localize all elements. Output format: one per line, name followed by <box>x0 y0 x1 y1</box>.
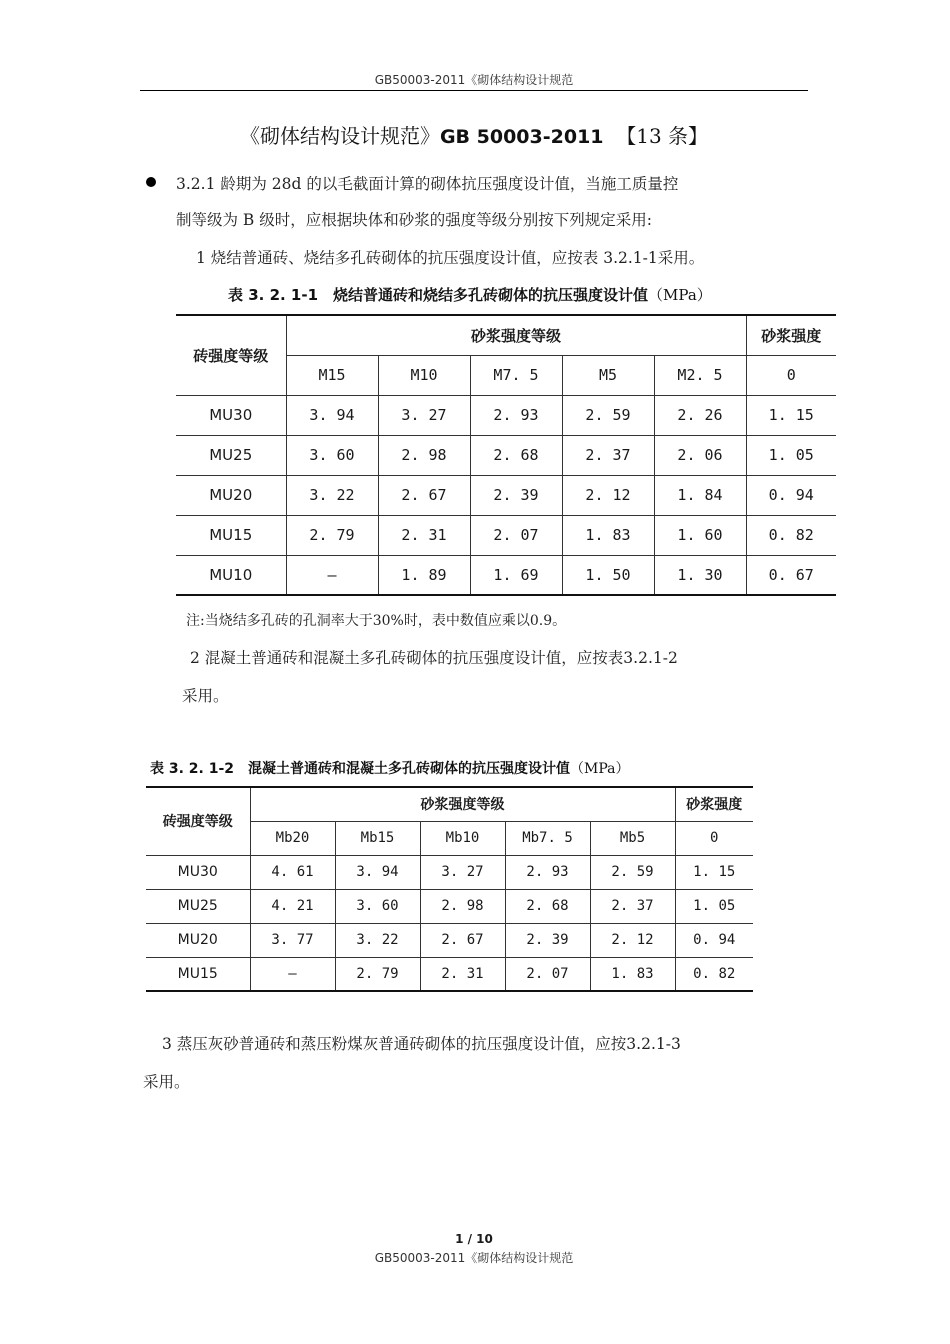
table-cell: 1. 60 <box>654 515 746 555</box>
table-cell: 2. 12 <box>562 475 654 515</box>
table2-col-header: 0 <box>675 821 753 855</box>
table1-note: 注:当烧结多孔砖的孔洞率大于30%时，表中数值应乘以0.9。 <box>186 613 567 629</box>
table2-grade: MU20 <box>146 923 250 957</box>
table2-last-header: 砂浆强度 <box>675 787 753 821</box>
table-cell: 2. 68 <box>505 889 590 923</box>
table-cell: 3. 60 <box>286 435 378 475</box>
table2-caption-text: 表 3. 2. 1-2 混凝土普通砖和混凝土多孔砖砌体的抗压强度设计值 <box>150 761 571 777</box>
table1-group-header: 砂浆强度等级 <box>286 315 746 355</box>
table2-group-header: 砂浆强度等级 <box>250 787 675 821</box>
table-cell: 2. 67 <box>378 475 470 515</box>
table2-col-header: Mb10 <box>420 821 505 855</box>
table-cell: 2. 93 <box>505 855 590 889</box>
table2 <box>146 786 753 992</box>
table2-caption <box>150 758 630 778</box>
header-divider <box>140 90 808 91</box>
table-cell: 1. 84 <box>654 475 746 515</box>
item-3-line2: 采用。 <box>143 1073 190 1091</box>
table1-header-row <box>176 315 836 355</box>
table2-grade: MU15 <box>146 957 250 991</box>
clause-3-2-1-line2: 制等级为 B 级时，应根据块体和砂浆的强度等级分别按下列规定采用: <box>176 211 652 229</box>
table-row <box>176 475 836 515</box>
document-title <box>140 120 808 149</box>
table1-last-header: 砂浆强度 <box>746 315 836 355</box>
item-1-text: 1 烧结普通砖、烧结多孔砖砌体的抗压强度设计值，应按表 3.2.1-1采用。 <box>196 249 705 267</box>
table2-col-header: Mb7. 5 <box>505 821 590 855</box>
table-cell: 4. 61 <box>250 855 335 889</box>
table-cell: 3. 22 <box>335 923 420 957</box>
table2-col-header: Mb15 <box>335 821 420 855</box>
table-cell: 1. 83 <box>562 515 654 555</box>
table-cell: — <box>286 555 378 595</box>
table-cell: 2. 12 <box>590 923 675 957</box>
table1-grade: MU20 <box>176 475 286 515</box>
table1-col-header: M5 <box>562 355 654 395</box>
table-cell: — <box>250 957 335 991</box>
table-cell: 1. 15 <box>675 855 753 889</box>
bullet-icon <box>146 177 156 187</box>
table-row <box>146 923 753 957</box>
table-cell: 2. 39 <box>470 475 562 515</box>
table-cell: 3. 60 <box>335 889 420 923</box>
table-row <box>176 435 836 475</box>
table1-col-header: M10 <box>378 355 470 395</box>
table1 <box>176 314 836 596</box>
table-cell: 2. 68 <box>470 435 562 475</box>
table-cell: 2. 93 <box>470 395 562 435</box>
table1-caption-text: 表 3. 2. 1-1 烧结普通砖和烧结多孔砖砌体的抗压强度设计值 <box>228 286 649 304</box>
table-cell: 3. 94 <box>286 395 378 435</box>
table-cell: 0. 82 <box>746 515 836 555</box>
table-row <box>146 957 753 991</box>
title-count: 【13 条】 <box>616 124 709 148</box>
table-cell: 1. 30 <box>654 555 746 595</box>
table2-grade: MU25 <box>146 889 250 923</box>
item-3-line1: 3 蒸压灰砂普通砖和蒸压粉煤灰普通砖砌体的抗压强度设计值，应按3.2.1-3 <box>162 1035 681 1053</box>
table-cell: 1. 05 <box>675 889 753 923</box>
table-cell: 2. 79 <box>335 957 420 991</box>
table-cell: 3. 94 <box>335 855 420 889</box>
table1-grade: MU25 <box>176 435 286 475</box>
title-name: 《砌体结构设计规范》 <box>239 124 440 148</box>
table-cell: 2. 67 <box>420 923 505 957</box>
table-row <box>176 555 836 595</box>
table-cell: 2. 39 <box>505 923 590 957</box>
table-cell: 4. 21 <box>250 889 335 923</box>
table-cell: 1. 15 <box>746 395 836 435</box>
table-cell: 2. 37 <box>590 889 675 923</box>
clause-3-2-1-line1: 3.2.1 龄期为 28d 的以毛截面计算的砌体抗压强度设计值，当施工质量控 <box>176 175 679 193</box>
table-cell: 0. 82 <box>675 957 753 991</box>
table-cell: 3. 27 <box>378 395 470 435</box>
table-cell: 2. 59 <box>590 855 675 889</box>
table2-col-header: Mb5 <box>590 821 675 855</box>
table-row <box>146 889 753 923</box>
table-cell: 3. 22 <box>286 475 378 515</box>
table1-col-header: 0 <box>746 355 836 395</box>
table-cell: 2. 59 <box>562 395 654 435</box>
table1-grade: MU15 <box>176 515 286 555</box>
page-number: 1 / 10 <box>455 1232 493 1246</box>
table1-caption <box>228 284 712 305</box>
table-cell: 0. 67 <box>746 555 836 595</box>
table1-grade: MU30 <box>176 395 286 435</box>
item-2-line2: 采用。 <box>182 687 229 705</box>
table-row <box>176 515 836 555</box>
table-cell: 1. 69 <box>470 555 562 595</box>
item-2-line1: 2 混凝土普通砖和混凝土多孔砖砌体的抗压强度设计值，应按表3.2.1-2 <box>190 649 678 667</box>
table-cell: 2. 26 <box>654 395 746 435</box>
table-cell: 0. 94 <box>746 475 836 515</box>
table-row <box>146 855 753 889</box>
table2-row-header: 砖强度等级 <box>146 787 250 855</box>
table-cell: 2. 98 <box>378 435 470 475</box>
table2-header-row <box>146 787 753 821</box>
table-cell: 2. 31 <box>378 515 470 555</box>
table-cell: 2. 07 <box>470 515 562 555</box>
table-cell: 1. 83 <box>590 957 675 991</box>
table-cell: 2. 37 <box>562 435 654 475</box>
title-code: GB 50003-2011 <box>439 126 604 148</box>
table-cell: 2. 31 <box>420 957 505 991</box>
table-cell: 1. 05 <box>746 435 836 475</box>
table1-row-header: 砖强度等级 <box>176 315 286 395</box>
table-cell: 1. 50 <box>562 555 654 595</box>
table1-grade: MU10 <box>176 555 286 595</box>
table1-col-header: M15 <box>286 355 378 395</box>
page-footer: GB50003-2011《砌体结构设计规范 <box>374 1251 574 1265</box>
table-cell: 2. 98 <box>420 889 505 923</box>
table2-col-header: Mb20 <box>250 821 335 855</box>
table-cell: 3. 77 <box>250 923 335 957</box>
table-cell: 0. 94 <box>675 923 753 957</box>
table-cell: 2. 07 <box>505 957 590 991</box>
table2-grade: MU30 <box>146 855 250 889</box>
table2-unit: （MPa） <box>570 761 630 777</box>
table1-unit: （MPa） <box>648 286 712 304</box>
page-header: GB50003-2011《砌体结构设计规范 <box>374 73 574 87</box>
table1-col-header: M2. 5 <box>654 355 746 395</box>
table-cell: 3. 27 <box>420 855 505 889</box>
table1-col-header: M7. 5 <box>470 355 562 395</box>
table-row <box>176 395 836 435</box>
table-cell: 2. 79 <box>286 515 378 555</box>
table-cell: 1. 89 <box>378 555 470 595</box>
table-cell: 2. 06 <box>654 435 746 475</box>
